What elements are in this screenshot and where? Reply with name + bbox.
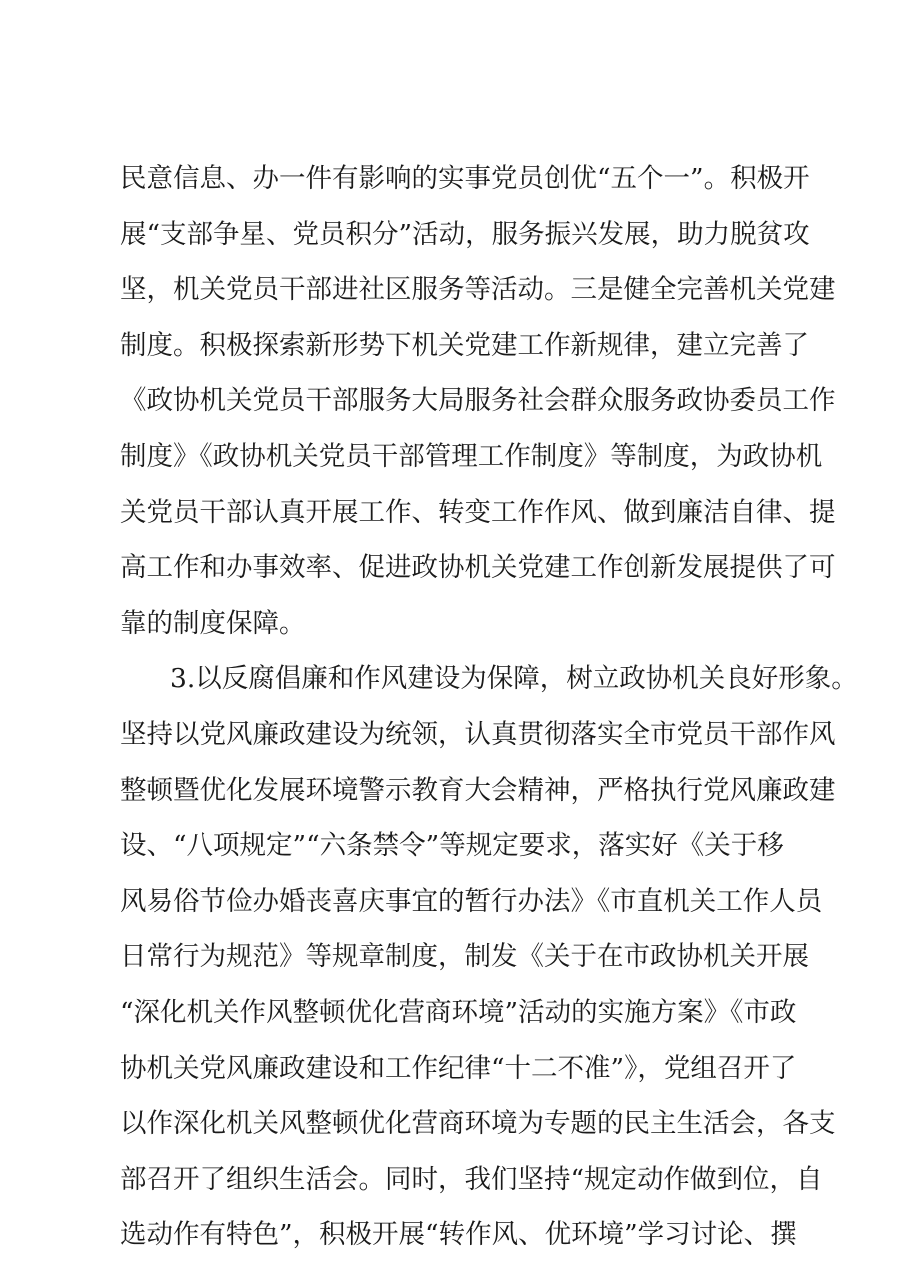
text-line: 《政协机关党员干部服务大局服务社会群众服务政协委员工作 (120, 385, 836, 417)
text-line: 坚持以党风廉政建设为统领，认真贯彻落实全市党员干部作风 (120, 718, 836, 750)
text-line: 部召开了组织生活会。同时，我们坚持“规定动作做到位，自 (120, 1163, 823, 1195)
text-line: 日常行为规范》等规章制度，制发《关于在市政协机关开展 (120, 941, 809, 973)
text-line: 展“支部争星、党员积分”活动，服务振兴发展，助力脱贫攻 (120, 218, 810, 250)
text-line: 选动作有特色”，积极开展“转作风、优环境”学习讨论、撰 (120, 1219, 797, 1251)
text-line: 高工作和办事效率、促进政协机关党建工作创新发展提供了可 (120, 552, 836, 584)
text-line: “深化机关作风整顿优化营商环境”活动的实施方案》《市政 (120, 996, 797, 1028)
text-line: 关党员干部认真开展工作、转变工作作风、做到廉洁自律、提 (120, 496, 836, 528)
text-line: 制度。积极探索新形势下机关党建工作新规律，建立完善了 (120, 329, 809, 361)
text-line: 设、“八项规定”“六条禁令”等规定要求，落实好《关于移 (120, 830, 784, 862)
section-heading-line: 3.以反腐倡廉和作风建设为保障，树立政协机关良好形象。 (170, 663, 858, 695)
text-line: 民意信息、办一件有影响的实事党员创优“五个一”。积极开 (120, 163, 810, 194)
text-line: 制度》《政协机关党员干部管理工作制度》等制度，为政协机 (120, 440, 823, 472)
text-line: 整顿暨优化发展环境警示教育大会精神，严格执行党风廉政建 (120, 774, 836, 806)
text-line: 协机关党风廉政建设和工作纪律“十二不准”》，党组召开了 (120, 1052, 797, 1084)
text-line: 靠的制度保障。 (120, 607, 306, 639)
text-line: 坚，机关党员干部进社区服务等活动。三是健全完善机关党建 (120, 274, 836, 306)
body-text (120, 151, 858, 1263)
text-line: 风易俗节俭办婚丧喜庆事宜的暂行办法》《市直机关工作人员 (120, 885, 823, 917)
text-line: 以作深化机关风整顿优化营商环境为专题的民主生活会，各支 (120, 1108, 836, 1140)
